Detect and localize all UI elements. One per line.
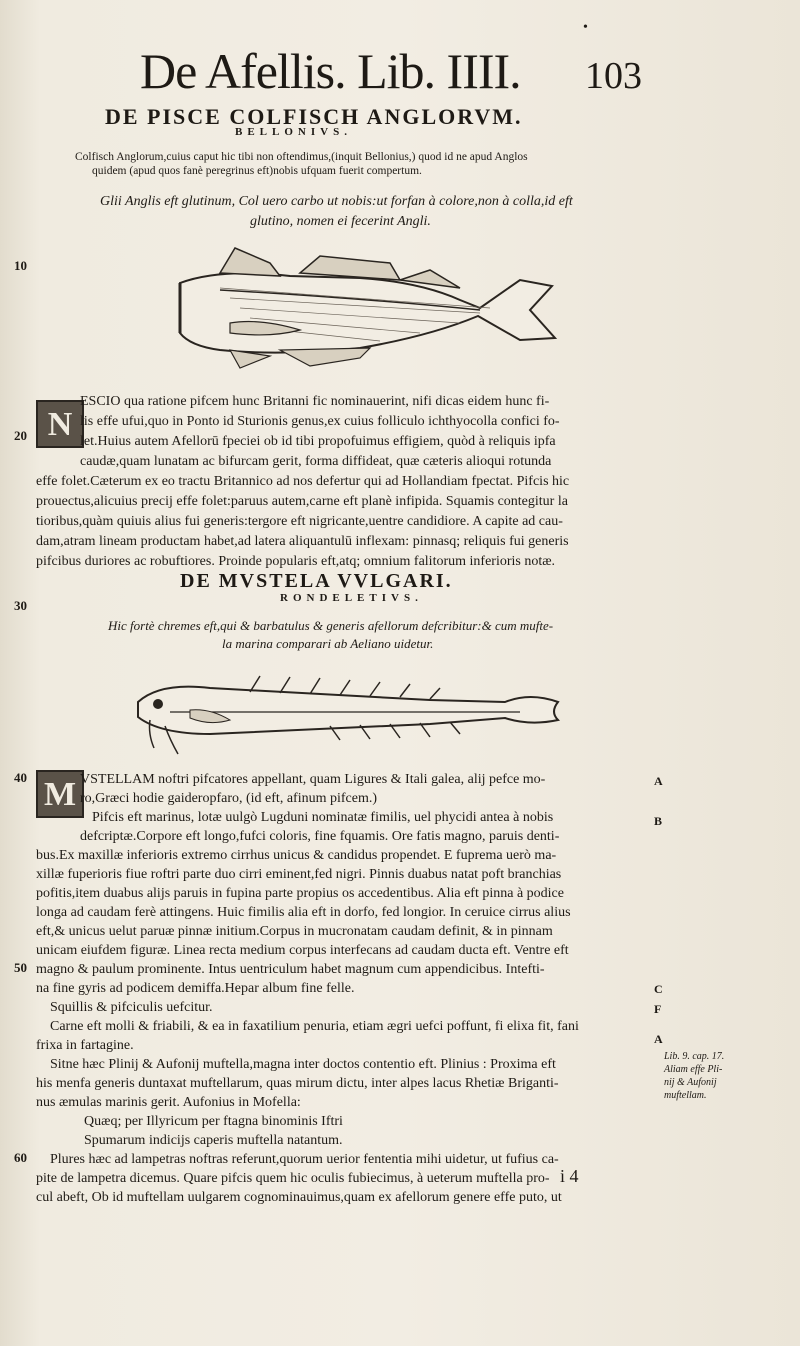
margin-line-number-60: 60 <box>14 1150 27 1165</box>
margin-letter-c: C <box>654 982 663 996</box>
body-colfisch-line-4: caudæ,quam lunatam ac bifurcam gerit, forma diffideat, quæ cæteris alioqui rotunda <box>80 454 552 469</box>
verse-line-1: Quæq; per Illyricum per ftagna binominis Iftri <box>84 1114 343 1129</box>
body-mustela-line-15: frixa in fartagine. <box>36 1038 134 1053</box>
colfisch-woodcut-image <box>160 238 560 378</box>
decorated-initial-n <box>36 400 84 448</box>
author-rondeletius: RONDELETIVS. <box>280 592 423 604</box>
margin-note-line-4: muftellam. <box>664 1090 707 1101</box>
gloss-line-1: Glii Anglis eft glutinum, Col uero carbo ut nobis:ut forfan à colore,non à colla,id eft <box>100 194 573 209</box>
body-mustela-line-18: nus æmulas marinis gerit. Aufonius in Mofella: <box>36 1095 301 1110</box>
margin-letter-a: A <box>654 774 663 788</box>
body-colfisch-line-1: ESCIO qua ratione pifcem hunc Britanni fic nominauerint, nifi dicas eidem hunc fi- <box>80 394 550 409</box>
body-mustela-line-7: pofitis,item duabus alijs paruis in fupina parte propius os accedentibus. Alia eft pinna à podice <box>36 886 564 901</box>
body-mustela-line-8: longa ad caudam ferè attingens. Huic fimilis alia eft in dorfo, fed longior. In ceruice cirrus alius <box>36 905 571 920</box>
margin-note-line-2: Aliam effe Pli- <box>664 1064 723 1075</box>
decorated-initial-m <box>36 770 84 818</box>
body-mustela-line-5: bus.Ex maxillæ inferioris extremo cirrhus unicus & candidus propendet. E fuprema uerò ma- <box>36 848 557 863</box>
signature-mark: i 4 <box>560 1166 579 1186</box>
mustela-woodcut-image <box>130 662 565 758</box>
body-mustela-line-3: Pifcis eft marinus, lotæ uulgò Lugduni nominatæ fimilis, uel phycidi antea à nobis <box>92 810 554 825</box>
margin-line-number-40: 40 <box>14 770 27 785</box>
body-colfisch-line-8: dam,atram lineam productam habet,ad latera aliquantulū inflexam: pinnasq; reliquis fui generis <box>36 534 569 549</box>
body-mustela-line-2: ro,Græci hodie gaideropfaro, (id eft, afinum pifcem.) <box>80 791 378 806</box>
body-mustela-line-1: VSTELLAM noftri pifcatores appellant, quam Ligures & Itali galea, alij pefce mo- <box>80 772 546 787</box>
verse-line-2: Spumarum indicijs caperis muftella natantum. <box>84 1133 343 1148</box>
body-colfisch-line-5: effe folet.Cæterum ex eo tractu Britannico ad nos defertur qui ad Hollandiam fpectat. Pifcis hic <box>36 474 570 489</box>
body-colfisch-line-2: lis effe ufui,quo in Ponto id Sturionis genus,ex cuius folliculo ichthyocolla confici fo- <box>80 414 560 429</box>
intro-mustela-line-1: Hic fortè chremes eft,qui & barbatulus & generis afellorum defcribitur:& cum mufte- <box>108 618 554 633</box>
body-mustela-line-16: Sitne hæc Plinij & Aufonij muftella,magna inter doctos contentio eft. Plinius : Proxima eft <box>50 1057 556 1072</box>
body-colfisch-line-6: prouectus,alicuius precij effe folet:paruus autem,carne eft planè infipida. Squamis contegitur la <box>36 494 568 509</box>
body-mustela-line-21: Plures hæc ad lampetras noftras referunt,quorum uerior fententia mihi uidetur, ut fufius ca- <box>50 1152 559 1167</box>
body-colfisch-line-7: tioribus,quàm quiuis alius fui generis:tergore eft nigricante,uentre candidiore. A capite ad cau- <box>36 514 563 529</box>
margin-letter-f: F <box>654 1002 662 1016</box>
margin-line-number-20: 20 <box>14 428 27 443</box>
ink-dot: • <box>583 20 588 35</box>
margin-letter-a-2: A <box>654 1032 663 1046</box>
running-head: De Afellis. Lib. IIII. <box>140 43 521 99</box>
margin-line-number-50: 50 <box>14 960 27 975</box>
margin-letter-b: B <box>654 814 663 828</box>
page-number: 103 <box>585 55 642 97</box>
body-mustela-line-11: magno & paulum prominente. Intus uentriculum habet magnum cum appendicibus. Intefti- <box>36 962 545 977</box>
intro-mustela-line-2: la marina comparari ab Aeliano uidetur. <box>222 636 434 651</box>
intro-colfisch-line-1: Colfisch Anglorum,cuius caput hic tibi non oftendimus,(inquit Bellonius,) quod id ne apud Anglos <box>75 151 528 163</box>
body-mustela-line-10: unicam eiufdem figuræ. Linea recta medium corpus interfecans ad caudam ducta eft. Ventre eft <box>36 943 569 958</box>
body-mustela-line-9: eft,& unicus uelut paruæ pinnæ initium.Corpus in mucronatam caudam definit, & in pinnam <box>36 924 553 939</box>
section-title-colfisch: DE PISCE COLFISCH ANGLORVM. <box>105 104 523 129</box>
body-mustela-line-14: Carne eft molli & friabili, & ea in faxatilium penuria, etiam ægri uefci poffunt, fi elixa fit, fani <box>50 1019 579 1034</box>
author-bellonius: BELLONIVS. <box>235 126 352 138</box>
gloss-line-2: glutino, nomen ei fecerint Angli. <box>250 214 431 229</box>
body-mustela-line-23: cul abeft, Ob id muftellam uulgarem cognominauimus,quam ex afellorum genere effe puto, ut <box>36 1190 562 1205</box>
margin-line-number-10: 10 <box>14 258 27 273</box>
body-colfisch-line-3: let.Huius autem Afellorū fpeciei ob id tibi propofuimus effigiem, quòd à reliquis ipfa <box>80 434 556 449</box>
body-mustela-line-6: xillæ fuperioris fiue roftri parte duo cirri eminent,fed nigri. Pinnis duabus natat poft branchias <box>36 867 562 882</box>
body-mustela-line-22: pite de lampetra dicemus. Quare pifcis quem hic oculis fubiecimus, à ueterum muftella pro- <box>36 1171 550 1186</box>
body-mustela-line-13: Squillis & pifciculis uefcitur. <box>50 1000 213 1015</box>
intro-colfisch-line-2: quidem (apud quos fanè peregrinus eft)nobis ufquam fuerit compertum. <box>92 165 422 177</box>
initial-letter-m: M <box>43 776 77 813</box>
body-mustela-line-4: defcriptæ.Corpore eft longo,fufci coloris, fine fquamis. Ore fatis magno, paruis denti- <box>80 829 560 844</box>
margin-line-number-30: 30 <box>14 598 27 613</box>
body-mustela-line-17: his menfa generis duntaxat muftellarum, quas mirum dictu, inter alpes lacus Rhetiæ Briganti- <box>36 1076 559 1091</box>
body-colfisch-line-9: pifcibus duriores ac robuftiores. Proinde popularis eft,atq; omnium falitorum inferioris notæ. <box>36 554 556 569</box>
body-mustela-line-12: na fine gyris ad podicem demiffa.Hepar album fine felle. <box>36 981 355 996</box>
margin-note-line-1: Lib. 9. cap. 17. <box>664 1051 725 1062</box>
initial-letter-n: N <box>47 406 73 443</box>
section-title-mustela: DE MVSTELA VVLGARI. <box>180 570 453 592</box>
margin-note-line-3: nij & Aufonij <box>664 1077 717 1088</box>
